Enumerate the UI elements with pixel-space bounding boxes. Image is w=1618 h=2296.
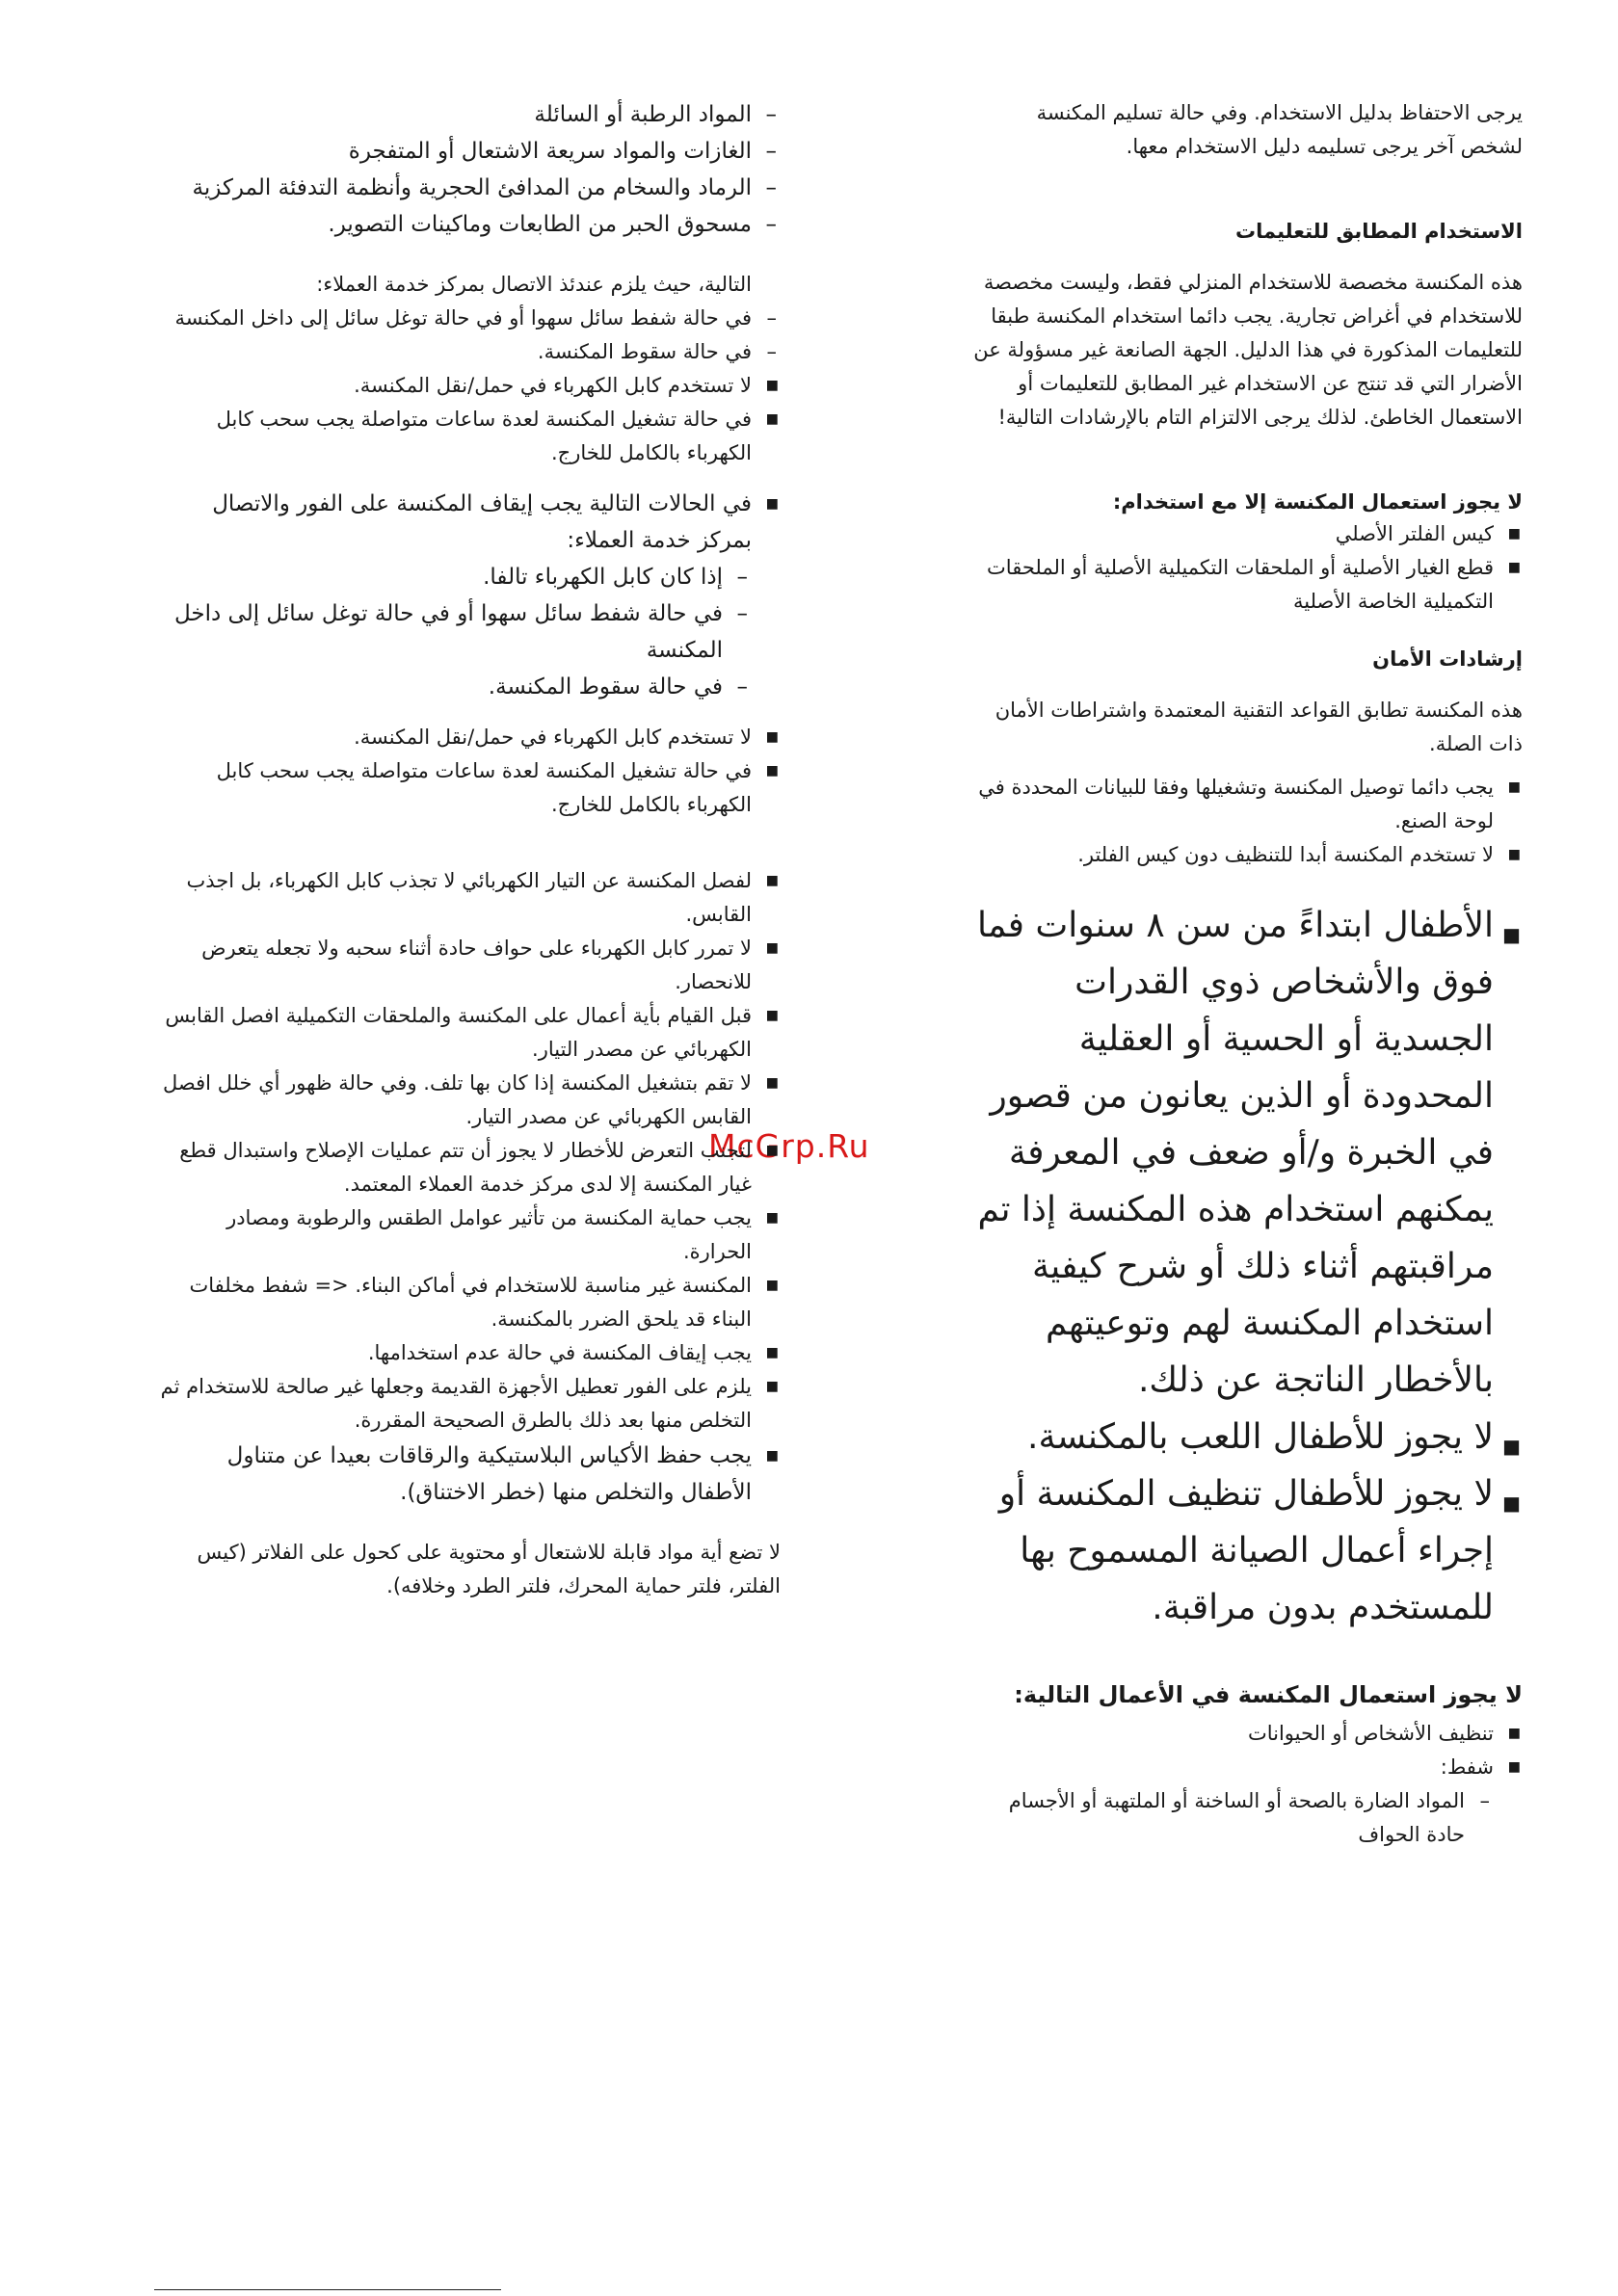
list-item: ■ تنظيف الأشخاص أو الحيوانات [973, 1717, 1523, 1751]
only-with-list [973, 517, 1523, 619]
list-item: ■ في الحالات التالية يجب إيقاف المكنسة على الفور والاتصال بمركز خدمة العملاء: [154, 486, 781, 559]
list-subitem: – في حالة سقوط المكنسة. [154, 335, 781, 369]
footer-rule [154, 2289, 501, 2290]
list-subitem: – إذا كان كابل الكهرباء تالفا. [154, 559, 752, 595]
list-item: ■ لا تمرر كابل الكهرباء على حواف حادة أثناء سحبه ولا تجعله يتعرض للانحصار. [154, 932, 781, 999]
list-item: ■ لا تقم بتشغيل المكنسة إذا كان بها تلف. وفي حالة ظهور أي خلل افصل القابس الكهربائي عن مصدر التيار. [154, 1067, 781, 1134]
watermark: McGrp.Ru [708, 1127, 870, 1165]
cable-list [154, 721, 781, 822]
list-item: ■ لا يجوز للأطفال تنظيف المكنسة أو إجراء أعمال الصيانة المسموح بها للمستخدم بدون مراقبة. [973, 1465, 1523, 1636]
list-subitem: – في حالة شفط سائل سهوا أو في حالة توغل سائل إلى داخل المكنسة [154, 595, 752, 669]
list-item: ■ في حالة تشغيل المكنسة لعدة ساعات متواصلة يجب سحب كابل الكهرباء بالكامل للخارج. [154, 403, 781, 470]
children-warning-list [973, 897, 1523, 1636]
list-item: ■ يجب حفظ الأكياس البلاستيكية والرقاقات بعيدا عن متناول الأطفال والتخلص منها (خطر الاختناق). [154, 1438, 781, 1511]
service-text: التالية، حيث يلزم عندئذ الاتصال بمركز خدمة العملاء: [316, 273, 752, 296]
list-subitem: – في حالة سقوط المكنسة. [154, 669, 752, 705]
list-item: ■ يجب حماية المكنسة من تأثير عوامل الطقس والرطوبة ومصادر الحرارة. [154, 1201, 781, 1269]
filter-warning-text: لا تضع أية مواد قابلة للاشتعال أو محتوية على كحول على الفلاتر (كيس الفلتر، فلتر حماية المحرك، فلتر الطرد وخلافه). [197, 1541, 781, 1597]
list-subitem: – الغازات والمواد سريعة الاشتعال أو المتفجرة [154, 133, 781, 170]
list-subitem: – مسحوق الحبر من الطابعات وماكينات التصوير. [154, 206, 781, 243]
proper-use-text: هذه المكنسة مخصصة للاستخدام المنزلي فقط، وليست مخصصة للاستخدام في أغراض تجارية. يجب دائما استخدام المكنسة طبقا للتعليمات المذكورة في هذا الدليل. الجهة الصانعة غير مسؤولة عن الأضرار التي قد تنتج عن الاستخدام غير المطابق للتعليمات أو الاستعمال الخاطئ. لذلك يرجى الالتزام التام بالإرشادات التالية! [973, 271, 1523, 429]
safety-text: هذه المكنسة تطابق القواعد التقنية المعتمدة واشتراطات الأمان ذات الصلة. [995, 699, 1523, 755]
list-item: ■ لتجنب التعرض للأخطار لا يجوز أن تتم عمليات الإصلاح واستبدال قطع غيار المكنسة إلا لدى مركز خدمة العملاء المعتمد. [154, 1134, 781, 1201]
heading-proper-use: الاستخدام المطابق للتعليمات [1235, 220, 1523, 243]
list-subitem: – الرماد والسخام من المدافئ الحجرية وأنظمة التدفئة المركزية [154, 170, 781, 206]
list-item: ■ يجب دائما توصيل المكنسة وتشغيلها وفقا للبيانات المحددة في لوحة الصنع. [973, 771, 1523, 838]
list-item: ■ قبل القيام بأية أعمال على المكنسة والملحقات التكميلية افصل القابس الكهربائي عن مصدر التيار. [154, 999, 781, 1067]
list-item: ■ يلزم على الفور تعطيل الأجهزة القديمة وجعلها غير صالحة للاستخدام ثم التخلص منها بعد ذلك بالطرق الصحيحة المقررة. [154, 1370, 781, 1438]
list-item: ■ لا تستخدم كابل الكهرباء في حمل/نقل المكنسة. [154, 721, 781, 754]
list-subitem: – المواد الرطبة أو السائلة [154, 96, 781, 133]
list-subitem: – في حالة شفط سائل سهوا أو في حالة توغل سائل إلى داخل المكنسة [154, 302, 781, 335]
not-for-list [973, 1717, 1523, 1852]
list-item: ■ لا يجوز للأطفال اللعب بالمكنسة. [973, 1409, 1523, 1465]
list-item: ■ يجب إيقاف المكنسة في حالة عدم استخدامها. [154, 1336, 781, 1370]
heading-not-for: لا يجوز استعمال المكنسة في الأعمال التالية: [1014, 1681, 1523, 1708]
list-item: ■ كيس الفلتر الأصلي [973, 517, 1523, 551]
bags-list [154, 1438, 781, 1511]
list-item: ■ قطع الغيار الأصلية أو الملحقات التكميلية الأصلية أو الملحقات التكميلية الخاصة الأصلية [973, 551, 1523, 619]
list-item: ■ في حالة تشغيل المكنسة لعدة ساعات متواصلة يجب سحب كابل الكهرباء بالكامل للخارج. [154, 754, 781, 822]
safety-list [973, 771, 1523, 872]
left-column [154, 96, 781, 1630]
list-item: ■ لا تستخدم كابل الكهرباء في حمل/نقل المكنسة. [154, 369, 781, 403]
list-item: ■ الأطفال ابتداءً من سن ٨ سنوات فما فوق والأشخاص ذوي القدرات الجسدية أو الحسية أو العقلية المحدودة أو الذين يعانون من قصور في الخبرة و/أو ضعف في المعرفة يمكنهم استخدام هذه المكنسة إذا تم مراقبتهم أثناء ذلك أو شرح كيفية استخدام المكنسة لهم وتوعيتهم بالأخطار الناتجة عن ذلك. [973, 897, 1523, 1409]
list-item: ■ شفط: [973, 1751, 1523, 1784]
suction-hazard-list [154, 96, 781, 243]
list-item: ■ لفصل المكنسة عن التيار الكهربائي لا تجذب كابل الكهرباء، بل اجذب القابس. [154, 864, 781, 932]
intro-text: يرجى الاحتفاظ بدليل الاستخدام. وفي حالة تسليم المكنسة لشخص آخر يرجى تسليمه دليل الاستخدام معها. [1036, 101, 1523, 158]
heading-only-with: لا يجوز استعمال المكنسة إلا مع استخدام: [1112, 490, 1523, 514]
right-column [973, 96, 1523, 1852]
heading-safety: إرشادات الأمان [1372, 647, 1523, 671]
stop-list [154, 486, 781, 705]
list-item: ■ المكنسة غير مناسبة للاستخدام في أماكن البناء. <= شفط مخلفات البناء قد يلحق الضرر بالمكنسة. [154, 1269, 781, 1336]
service-cases-list [154, 302, 781, 470]
list-subitem: – المواد الضارة بالصحة أو الساخنة أو الملتهبة أو الأجسام حادة الحواف [973, 1784, 1494, 1852]
general-safety-list [154, 864, 781, 1438]
list-item: ■ لا تستخدم المكنسة أبدا للتنظيف دون كيس الفلتر. [973, 838, 1523, 872]
